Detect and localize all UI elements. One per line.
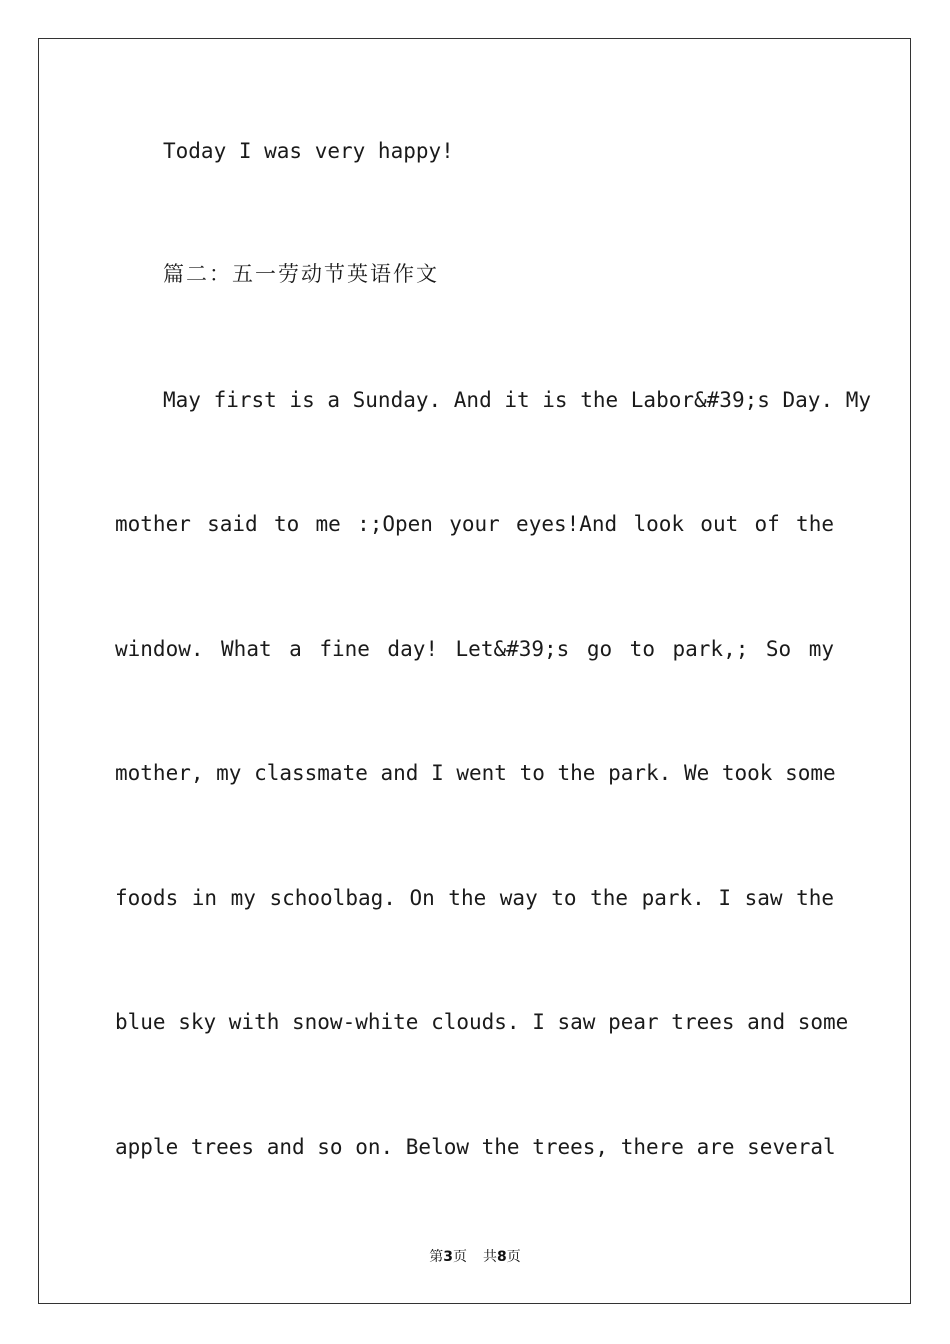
total-page-number: 8 bbox=[497, 1249, 507, 1265]
text-line-4: mother said to me :;Open your eyes!And look out of the bbox=[115, 512, 834, 536]
text-line-5: window. What a fine day! Let&#39;s go to park,; So my bbox=[115, 637, 834, 661]
total-prefix: 共 bbox=[483, 1249, 497, 1265]
total-suffix: 页 bbox=[506, 1249, 521, 1265]
page-suffix: 页 bbox=[453, 1249, 467, 1265]
page-footer bbox=[0, 1246, 950, 1266]
text-line-1: Today I was very happy! bbox=[163, 139, 454, 163]
text-line-9: apple trees and so on. Below the trees, there are several bbox=[115, 1135, 836, 1159]
page-border bbox=[38, 38, 911, 1304]
section-heading: 篇二：五一劳动节英语作文 bbox=[163, 262, 439, 286]
text-line-7: foods in my schoolbag. On the way to the park. I saw the bbox=[115, 886, 834, 910]
text-line-6: mother, my classmate and I went to the park. We took some bbox=[115, 761, 836, 785]
text-line-3: May first is a Sunday. And it is the Labor&#39;s Day. My bbox=[163, 388, 872, 412]
current-page-number: 3 bbox=[443, 1249, 453, 1265]
page-prefix: 第 bbox=[429, 1249, 444, 1265]
text-line-8: blue sky with snow-white clouds. I saw pear trees and some bbox=[115, 1010, 849, 1034]
